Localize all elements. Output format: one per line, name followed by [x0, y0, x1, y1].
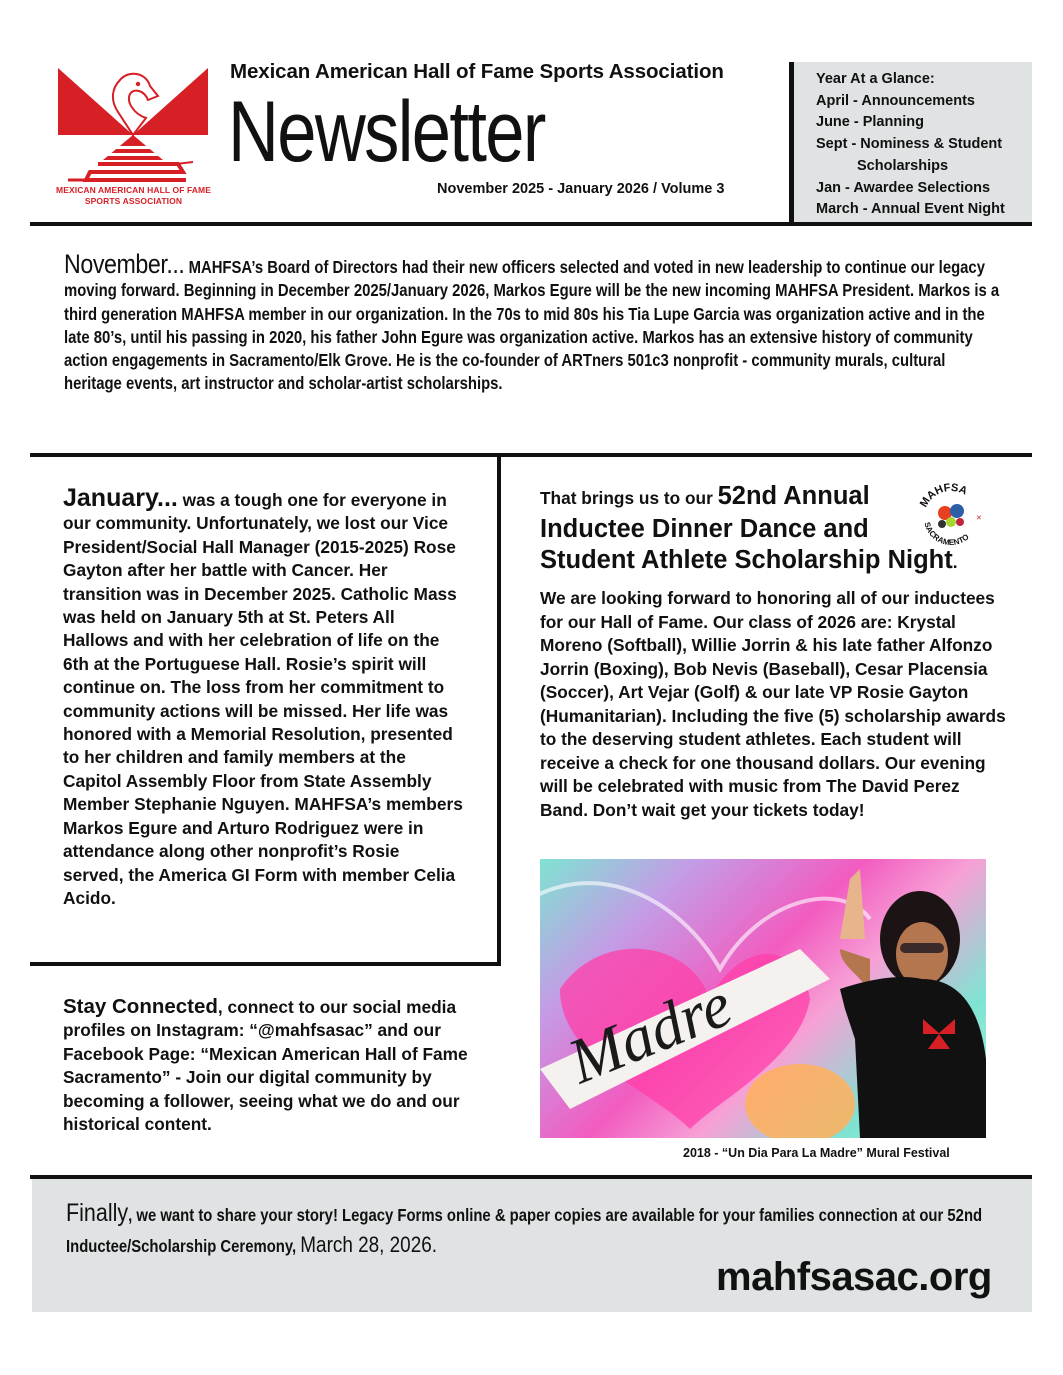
- logo-caption-line2: SPORTS ASSOCIATION: [84, 196, 183, 206]
- year-at-a-glance-panel: [789, 62, 1032, 222]
- svg-text:✕: ✕: [976, 515, 982, 522]
- finally-article: [66, 1198, 1012, 1261]
- january-article: [63, 484, 463, 910]
- glance-heading: Year At a Glance:: [816, 71, 935, 87]
- newsletter-title: Newsletter: [228, 84, 545, 180]
- website-link[interactable]: mahfsasac.org: [716, 1255, 992, 1299]
- logo-caption-line1: MEXICAN AMERICAN HALL OF FAME: [56, 185, 211, 195]
- mahfsa-sacramento-badge-icon: [912, 480, 990, 550]
- event-title-period: .: [952, 552, 958, 572]
- divider: [30, 453, 1032, 457]
- ceremony-date: March 28, 2026.: [300, 1232, 438, 1257]
- event-title-line1: 52nd Annual: [717, 482, 870, 510]
- january-lead: January...: [63, 484, 178, 512]
- photo-caption: 2018 - “Un Dia Para La Madre” Mural Festival: [683, 1146, 950, 1160]
- november-body: MAHFSA’s Board of Directors had their new officers selected and voted in new leadership to continue our legacy moving forward. Beginning in December 2025/January 2026, Markos Egure will be the new incoming MAHFSA President. Markos is a third generation MAHFSA member in our organization. In the 70s to mid 80s his Tia Lupe Garcia was organization active and in the late 80’s, until his passing in 2020, his father John Egure was organization active. Markos has an extensive history of community action engagements in Sacramento/Elk Grove. He is the co-founder of ARTners 501c3 nonprofit - community murals, cultural heritage events, art instructor and scholar-artist scholarships.: [64, 257, 1000, 394]
- glance-item-continuation: Scholarships: [857, 157, 949, 174]
- stay-connected-article: [63, 995, 513, 1136]
- finally-lead: Finally: [66, 1199, 129, 1227]
- stay-connected-lead: Stay Connected: [63, 995, 218, 1018]
- logo-caption: [56, 185, 211, 207]
- organization-name: Mexican American Hall of Fame Sports Association: [230, 60, 724, 83]
- november-lead: November...: [64, 249, 185, 279]
- finally-body: , we want to share your story! Legacy Forms online & paper copies are available for your families connection at our 52nd Inductee/Scholarship Ceremony,: [66, 1205, 983, 1256]
- glance-item: Sept - Nominess & Student: [816, 136, 1003, 153]
- glance-item: March - Annual Event Night: [816, 201, 1005, 218]
- divider: [30, 222, 1032, 226]
- divider: [30, 962, 501, 966]
- january-body: was a tough one for everyone in our community. Unfortunately, we lost our Vice President/Social Hall Manager (2015-2025) Rose Gayton after her battle with Cancer. Her transition was in December 2025. Catholic Mass was held on January 5th at St. Peters All Hallows and with her celebration of life on the 6th at the Portuguese Hall. Rosie’s spirit will continue on. The loss from her commitment to community actions will be missed. Her life was honored with a Memorial Resolution, presented to her children and family members at the Capitol Assembly Floor from State Assembly Member Stephanie Nguyen. MAHFSA’s members Markos Egure and Arturo Rodriguez were in attendance along other nonprofit’s Rosie served, the America GI Form with member Celia Acido.: [63, 490, 463, 908]
- event-body: We are looking forward to honoring all of our inductees for our Hall of Fame. Our class of 2026 are: Krystal Moreno (Softball), Willie Jorrin & his late father Alfonzo Jorrin (Boxing), Bob Nevis (Baseball), Cesar Placensia (Soccer), Art Vejar (Golf) & our late VP Rosie Gayton (Humanitarian). Including the five (5) scholarship awards to the deserving student athletes. Each student will receive a check for one thousand dollars. Our evening will be celebrated with music from The David Perez Band. Don’t wait get your tickets today!: [540, 588, 1006, 820]
- svg-text:MAHFSA: MAHFSA: [917, 481, 969, 510]
- issue-info: November 2025 - January 2026 / Volume 3: [437, 181, 725, 197]
- mural-festival-photo: [540, 859, 986, 1138]
- november-article: [64, 249, 1004, 396]
- glance-item: June - Planning: [816, 114, 924, 131]
- glance-item: April - Announcements: [816, 92, 975, 109]
- svg-text:SACRAMENTO: SACRAMENTO: [922, 521, 971, 548]
- svg-text:Madre: Madre: [558, 968, 742, 1097]
- column-divider: [497, 453, 501, 966]
- glance-item: Jan - Awardee Selections: [816, 179, 991, 196]
- stay-connected-body: , connect to our social media profiles on Instagram: “@mahfsasac” and our Facebook Page: “Mexican American Hall of Fame Sacramento” - Join our digital community by becoming a follower, seeing what we do and our historical content.: [63, 997, 468, 1135]
- event-title-line2: Inductee Dinner Dance and: [540, 515, 869, 543]
- event-title-line3: Student Athlete Scholarship Night: [540, 546, 953, 574]
- event-intro: That brings us to our: [540, 488, 718, 508]
